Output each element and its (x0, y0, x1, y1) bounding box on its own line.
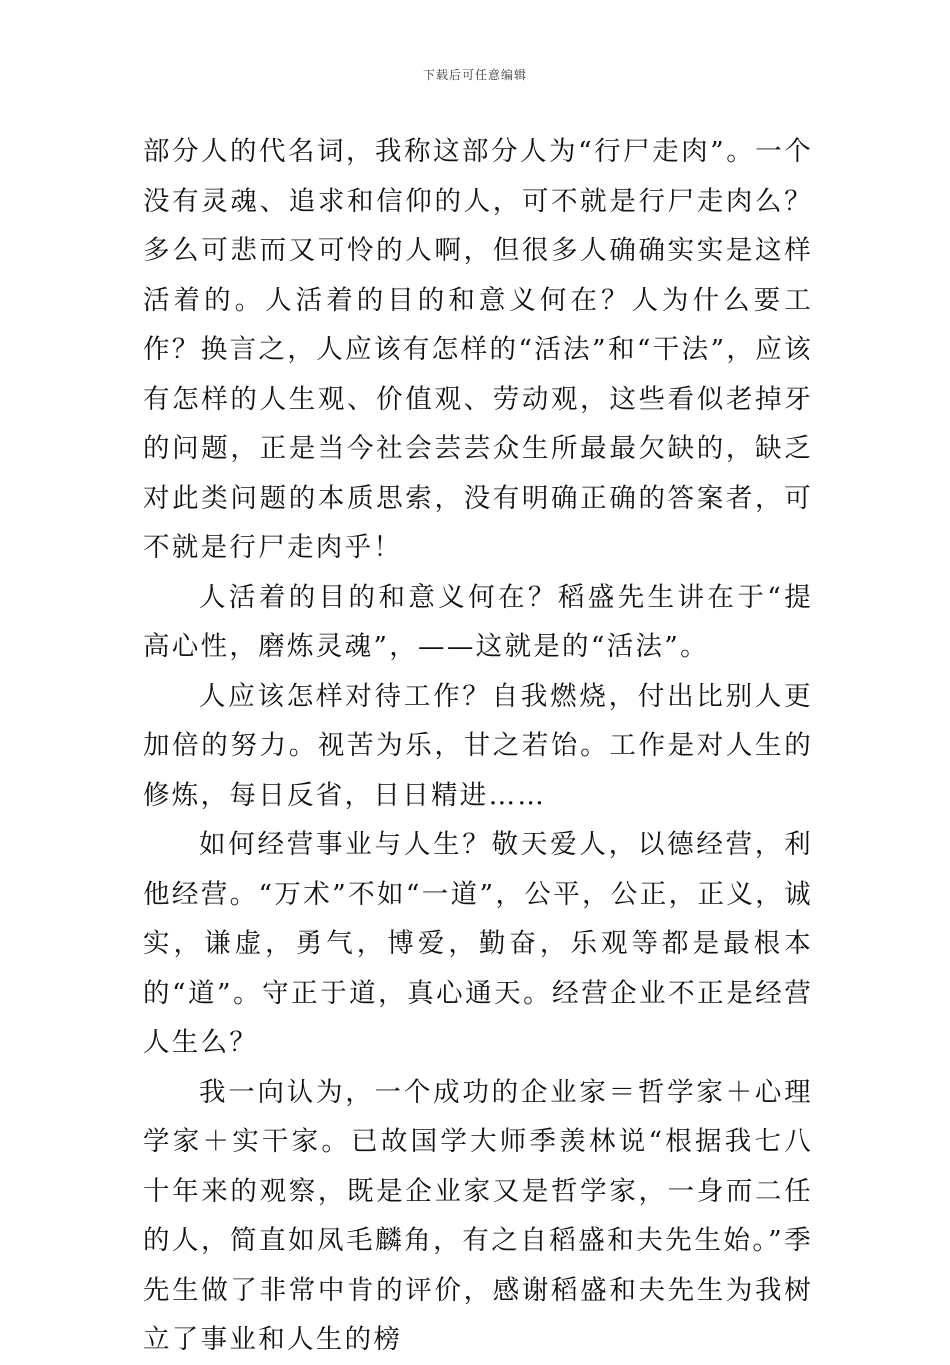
page-header: 下载后可任意编辑 (422, 68, 527, 82)
paragraph-1: 部分人的代名词，我称这部分人为“行尸走肉”。一个没有灵魂、追求和信仰的人，可不就是行尸走肉么？多么可悲而又可怜的人啊，但很多人确确实实是这样活着的。人活着的目的和意义何在？人为什么要工作？换言之，人应该有怎样的“活法”和“干法”，应该有怎样的人生观、价值观、劳动观，这些看似老掉牙的问题，正是当今社会芸芸众生所最最欠缺的，缺乏对此类问题的本质思索，没有明确正确的答案者，可不就是行尸走肉乎！ (143, 136, 813, 563)
paragraph-5: 我一向认为，一个成功的企业家＝哲学家＋心理学家＋实干家。已故国学大师季羡林说“根据我七八十年来的观察，既是企业家又是哲学家，一身而二任的人，简直如凤毛麟角，有之自稻盛和夫先生始。”季先生做了非常中肯的评价，感谢稻盛和夫先生为我树立了事业和人生的榜 (143, 1076, 813, 1355)
paragraph-3: 人应该怎样对待工作？自我燃烧，付出比别人更加倍的努力。视苦为乐，甘之若饴。工作是对人生的修炼，每日反省，日日精进…… (143, 680, 813, 811)
paragraph-4: 如何经营事业与人生？敬天爱人，以德经营，利他经营。“万术”不如“一道”，公平，公正，正义，诚实，谦虚，勇气，博爱，勤奋，乐观等都是最根本的“道”。守正于道，真心通天。经营企业不正是经营人生么？ (143, 829, 813, 1058)
document-body (143, 127, 813, 1365)
paragraph-2: 人活着的目的和意义何在？稻盛先生讲在于“提高心性，磨炼灵魂”，——这就是的“活法”。 (143, 581, 813, 662)
